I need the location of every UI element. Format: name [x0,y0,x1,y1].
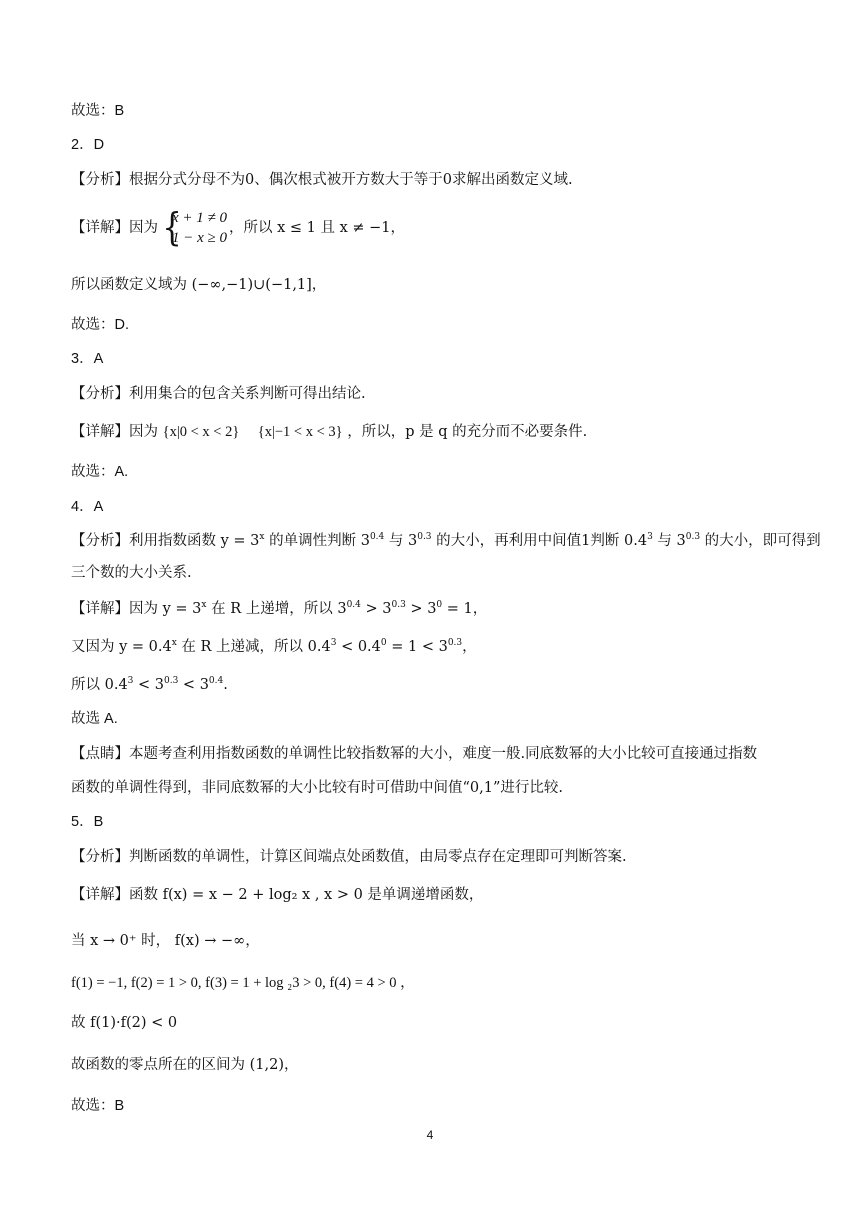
detail-5-values: f(1) = −1, f(2) = 1 > 0, f(3) = 1 + log ₂3 > 0, f(4) = 4 > 0 ， [71,975,415,991]
text-seg: = 1， [442,601,488,617]
question-number-4: 4．A [71,499,104,515]
detail-5-product: 故 f(1)·f(2) < 0 [71,1015,178,1031]
analysis-4 [71,530,821,552]
exponent: 0.3 [391,600,406,611]
set-p: {x|0 < x < 2} [162,424,240,440]
exponent: 3 [330,638,337,649]
text-seg: 【详解】因为 y = 3 [71,601,202,617]
text-seg: 的大小，即可得到 [700,533,821,549]
question-number-5: 5．B [71,814,104,830]
text-seg: > 3 [360,601,392,617]
detail-5-interval: 故函数的零点所在的区间为 (1,2)， [71,1057,299,1073]
exponent: 3 [127,676,134,687]
text-seg: 的单调性判断 3 [264,533,370,549]
detail-5-line1: 【详解】函数 f(x) = x − 2 + log₂ x , x > 0 是单调递增函数， [71,887,484,903]
page-number: 4 [426,1128,434,1142]
exponent: x [201,600,207,611]
answer-choice-line: 故选：D. [71,317,129,333]
text-seg: 与 3 [652,533,686,549]
set-q: {x|−1 < x < 3} [257,424,343,440]
question-number-2: 2．D [71,137,105,153]
text-seg: 又因为 y = 0.4 [71,639,172,655]
detail-3 [71,421,800,443]
text-seg: 在 R 上递增，所以 3 [206,601,347,617]
exponent: 0 [436,600,443,611]
exponent: 0.3 [164,676,179,687]
text-seg: 与 3 [384,533,418,549]
left-brace-icon: { [162,205,182,249]
text-seg: > 3 [405,601,437,617]
system-row-1: x + 1 ≠ 0 [172,210,228,226]
question-number-3: 3．A [71,351,104,367]
exponent: 0 [380,638,387,649]
detail-4-line3 [71,674,800,696]
analysis-3: 【分析】利用集合的包含关系判断可得出结论. [71,386,366,402]
text-seg: ， [462,639,477,655]
exponent: x [259,532,265,543]
answer-choice-line: 故选 A. [71,711,118,727]
answer-choice-line: 故选：A. [71,464,129,480]
detail-3-prefix: 【详解】因为 [71,424,158,440]
exponent: 3 [647,532,653,543]
system-row-2: 1 − x ≥ 0 [172,230,228,246]
detail-5-line2: 当 x → 0⁺ 时， f(x) → −∞， [71,933,260,949]
detail-2-prefix: 【详解】因为 [71,220,158,236]
answer-choice-line: 故选：B [71,1098,125,1114]
text-seg: < 0.4 [336,639,381,655]
answer-choice-line: 故选：B [71,103,125,119]
exponent: 0.3 [685,532,701,543]
exponent: 0.3 [447,638,463,649]
detail-2-suffix: ，所以 x ≤ 1 且 x ≠ −1， [229,220,406,236]
text-seg: 所以 0.4 [71,677,128,693]
comment-4-cont: 函数的单调性得到，非同底数幂的大小比较有时可借助中间值“0,1”进行比较. [71,780,563,796]
exponent: 0.4 [369,532,385,543]
text-seg: 的大小，再利用中间值1判断 0.4 [431,533,648,549]
analysis-2: 【分析】根据分式分母不为0、偶次根式被开方数大于等于0求解出函数定义域. [71,172,573,188]
detail-4-line2 [71,636,800,658]
comment-4: 【点睛】本题考查利用指数函数的单调性比较指数幂的大小，难度一般.同底数幂的大小比较可直接通过指数 [71,746,758,762]
text-seg: 【分析】利用指数函数 y = 3 [71,533,260,549]
exponent: 0.4 [208,676,224,687]
detail-3-suffix: ，所以，p 是 q 的充分而不必要条件. [347,424,588,440]
exponent: 0.3 [417,532,432,543]
detail-4-line1 [71,598,800,620]
text-seg: . [223,677,228,693]
text-seg: 在 R 上递减，所以 0.4 [176,639,331,655]
equation-system [160,205,228,249]
text-seg: < 3 [133,677,164,693]
detail-2 [71,205,800,249]
exponent: 0.4 [346,600,361,611]
text-seg: = 1 < 3 [386,639,448,655]
text-seg: < 3 [178,677,209,693]
analysis-4-cont: 三个数的大小关系. [71,565,192,581]
analysis-5: 【分析】判断函数的单调性，计算区间端点处函数值，由局零点存在定理即可判断答案. [71,849,627,865]
domain-result: 所以函数定义域为 (−∞,−1)∪(−1,1]， [71,277,327,293]
exponent: x [171,638,177,649]
